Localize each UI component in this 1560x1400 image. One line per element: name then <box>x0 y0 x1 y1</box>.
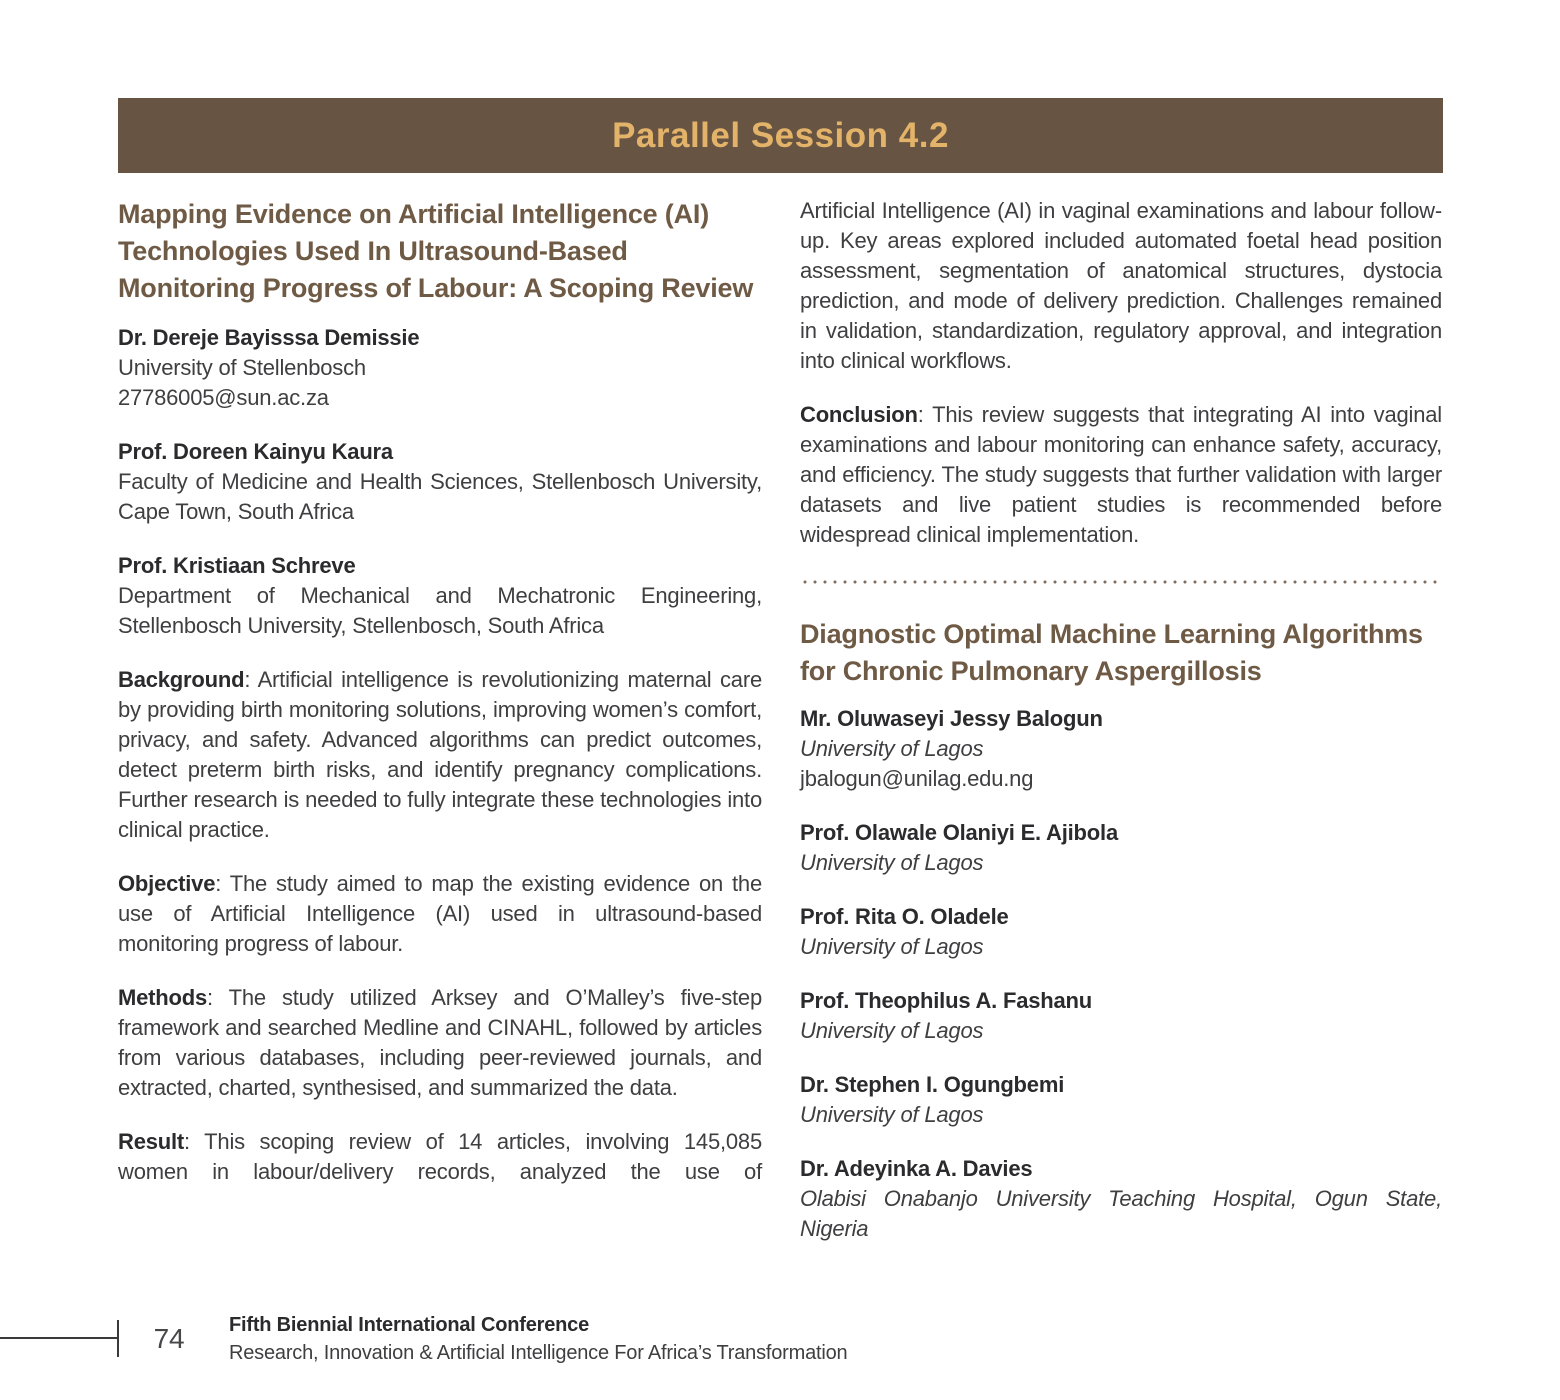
right-column <box>800 196 1442 1268</box>
author-name: Prof. Theophilus A. Fashanu <box>800 988 1093 1013</box>
author-block-balogun <box>800 704 1442 794</box>
author-affiliation: University of Lagos <box>800 934 984 959</box>
abstract2-title: Diagnostic Optimal Machine Learning Algorithms for Chronic Pulmonary Aspergillosis <box>800 619 1423 686</box>
author-affiliation: University of Lagos <box>800 736 984 761</box>
footer-horizontal-rule <box>0 1337 117 1339</box>
author-block-fashanu <box>800 986 1442 1046</box>
author-name: Prof. Kristiaan Schreve <box>118 553 356 578</box>
conference-name: Fifth Biennial International Conference <box>229 1314 590 1336</box>
section-text: : The study utilized Arksey and O’Malley’s five-step framework and searched Medline and CINAHL, followed by articles from various databases, including peer-reviewed journals, and extracted, charted, synthesised, and summarized the data. <box>118 985 762 1100</box>
section-text: Artificial Intelligence (AI) in vaginal examinations and labour follow-up. Key areas explored included automated foetal head position assessment, segmentation of anatomical structures, dystocia prediction, and mode of delivery prediction. Challenges remained in validation, standardization, regulatory approval, and integration into clinical workflows. <box>800 198 1442 373</box>
abstract1-title: Mapping Evidence on Artificial Intelligence (AI) Technologies Used In Ultrasound-Based Monitoring Progress of Labour: A Scoping Review <box>118 199 754 303</box>
author-affiliation: University of Lagos <box>800 1018 984 1043</box>
author-block-demissie <box>118 323 762 413</box>
author-affiliation: Olabisi Onabanjo University Teaching Hospital, Ogun State, Nigeria <box>800 1186 1442 1241</box>
author-name: Mr. Oluwaseyi Jessy Balogun <box>800 706 1103 731</box>
section-result-continuation <box>800 196 1442 376</box>
section-label: Methods <box>118 985 208 1010</box>
section-result <box>118 1127 762 1187</box>
author-affiliation: University of Stellenbosch <box>118 355 366 380</box>
footer-vertical-rule <box>117 1320 119 1357</box>
author-affiliation: Faculty of Medicine and Health Sciences, Stellenbosch University, Cape Town, South Africa <box>118 469 762 524</box>
author-block-ogungbemi <box>800 1070 1442 1130</box>
section-label: Objective <box>118 871 216 896</box>
author-block-oladele <box>800 902 1442 962</box>
section-label: Conclusion <box>800 402 918 427</box>
author-block-schreve <box>118 551 762 641</box>
author-affiliation: Department of Mechanical and Mechatronic Engineering, Stellenbosch University, Stellenbosch, South Africa <box>118 583 762 638</box>
author-name: Prof. Rita O. Oladele <box>800 904 1009 929</box>
section-conclusion <box>800 400 1442 550</box>
author-name: Dr. Adeyinka A. Davies <box>800 1156 1033 1181</box>
section-objective <box>118 869 762 959</box>
session-banner <box>118 98 1443 173</box>
author-name: Prof. Olawale Olaniyi E. Ajibola <box>800 820 1118 845</box>
section-text: : Artificial intelligence is revolutionizing maternal care by providing birth monitoring solutions, improving women’s comfort, privacy, and safety. Advanced algorithms can predict outcomes, detect preterm birth risks, and identify pregnancy complications. Further research is needed to fully integrate these technologies into clinical practice. <box>118 667 762 842</box>
section-label: Result <box>118 1129 185 1154</box>
section-text: : This review suggests that integrating AI into vaginal examinations and labour monitoring can enhance safety, accuracy, and efficiency. The study suggests that further validation with larger datasets and live patient studies is recommended before widespread clinical implementation. <box>800 402 1442 547</box>
dotted-divider <box>800 580 1442 584</box>
section-text: : This scoping review of 14 articles, involving 145,085 women in labour/delivery records, analyzed the use of <box>118 1129 762 1184</box>
author-email: jbalogun@unilag.edu.ng <box>800 766 1034 791</box>
session-title: Parallel Session 4.2 <box>612 115 949 155</box>
conference-subtitle: Research, Innovation & Artificial Intelligence For Africa’s Transformation <box>229 1342 848 1364</box>
section-label: Background <box>118 667 245 692</box>
author-name: Dr. Stephen I. Ogungbemi <box>800 1072 1065 1097</box>
author-block-ajibola <box>800 818 1442 878</box>
conference-info <box>229 1311 847 1367</box>
author-block-davies <box>800 1154 1442 1244</box>
author-block-kaura <box>118 437 762 527</box>
author-email: 27786005@sun.ac.za <box>118 385 329 410</box>
section-methods <box>118 983 762 1103</box>
author-affiliation: University of Lagos <box>800 1102 984 1127</box>
author-name: Dr. Dereje Bayisssa Demissie <box>118 325 420 350</box>
section-text: : The study aimed to map the existing evidence on the use of Artificial Intelligence (AI) used in ultrasound-based monitoring progress of labour. <box>118 871 762 956</box>
page-number: 74 <box>153 1323 185 1354</box>
left-column <box>118 196 762 1211</box>
section-background <box>118 665 762 845</box>
author-affiliation: University of Lagos <box>800 850 984 875</box>
author-name: Prof. Doreen Kainyu Kaura <box>118 439 393 464</box>
